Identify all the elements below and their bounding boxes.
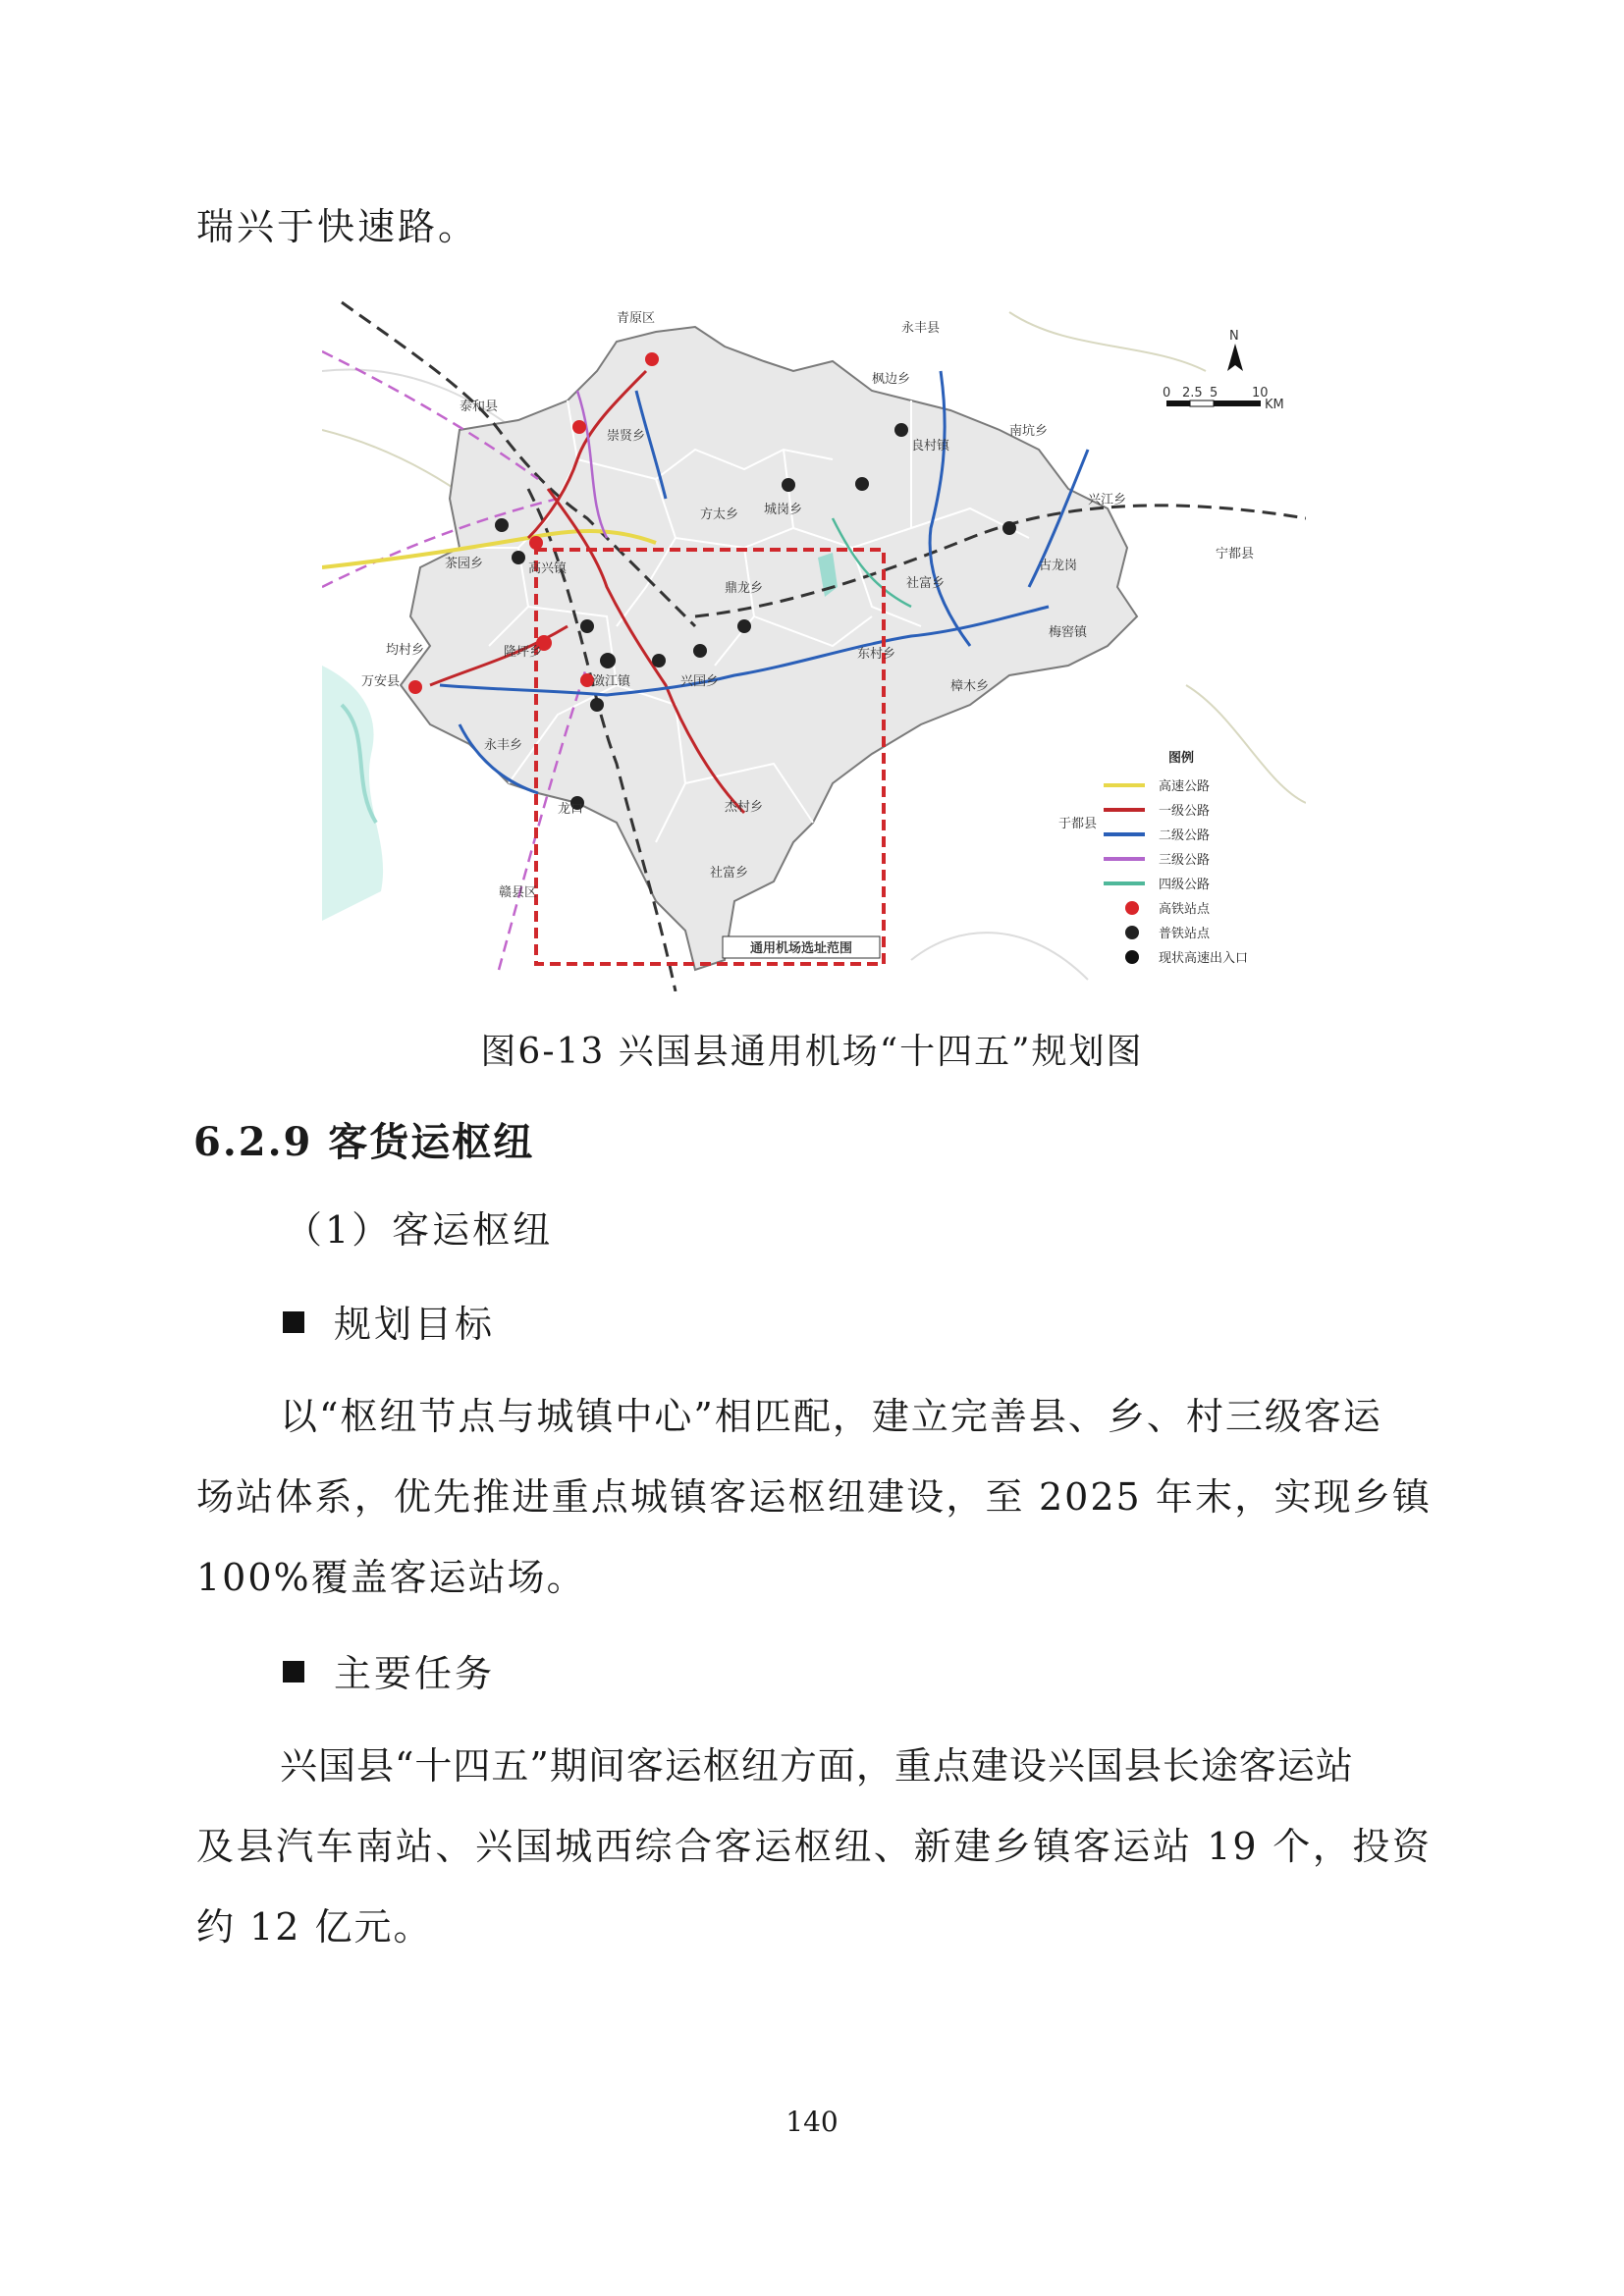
label-gulongang: 古龙岗: [1039, 559, 1078, 573]
svg-text:10: 10: [1252, 386, 1269, 400]
svg-text:图例: 图例: [1168, 751, 1195, 766]
para2-line3: 约 12 亿元。: [196, 1905, 433, 1949]
legend-hsr: 高铁站点: [1159, 902, 1211, 917]
label-chenggang: 城岗乡: [764, 503, 803, 517]
label-shefu: 社富乡: [710, 866, 749, 881]
label-ningdu: 宁都县: [1216, 547, 1255, 561]
label-xingguo: 兴国乡: [680, 674, 720, 689]
label-gaoxing: 高兴镇: [528, 561, 568, 576]
legend-expressway: 高速公路: [1159, 779, 1211, 794]
legend-class2: 二级公路: [1159, 828, 1211, 843]
label-jiecun: 杰村乡: [725, 800, 764, 815]
svg-text:N: N: [1229, 329, 1239, 344]
label-fangtai: 方太乡: [700, 507, 739, 522]
label-meijiao: 梅窖镇: [1049, 625, 1088, 640]
legend-class1: 一级公路: [1159, 804, 1211, 819]
bullet-task: 主要任务: [283, 1643, 495, 1697]
label-xingjiang: 兴江乡: [1088, 493, 1127, 507]
label-zhangmu: 樟木乡: [950, 679, 990, 694]
label-chongxian: 崇贤乡: [607, 429, 646, 444]
svg-text:2.5: 2.5: [1182, 386, 1203, 400]
label-longping: 隆坪乡: [504, 645, 543, 660]
svg-text:5: 5: [1210, 386, 1218, 400]
legend-class3: 三级公路: [1159, 853, 1211, 868]
sub-heading: （1）客运枢纽: [285, 1208, 554, 1252]
site-box-label: 通用机场选址范围: [749, 941, 853, 956]
top-line: 瑞兴于快速路。: [196, 205, 479, 248]
legend-exit: 现状高速出入口: [1159, 951, 1249, 966]
label-juncun: 均村乡: [386, 643, 425, 658]
label-yongfeng-town: 永丰乡: [484, 738, 523, 753]
label-yongfeng: 永丰县: [901, 321, 941, 336]
label-shelong: 社富乡: [906, 576, 946, 591]
legend-class4: 四级公路: [1159, 878, 1211, 892]
para1-line2: 场站体系，优先推进重点城镇客运枢纽建设，至 2025 年末，实现乡镇: [196, 1475, 1432, 1519]
label-dinglong: 鼎龙乡: [725, 581, 764, 596]
para2-line2: 及县汽车南站、兴国城西综合客运枢纽、新建乡镇客运站 19 个，投资: [196, 1825, 1432, 1868]
label-fengbian: 枫边乡: [872, 372, 911, 387]
label-ganxian: 赣县区: [499, 885, 538, 900]
label-lianjiang: 潋江镇: [592, 674, 631, 689]
label-liangcun: 良村镇: [911, 439, 950, 454]
svg-text:0: 0: [1163, 386, 1171, 400]
label-chayuan: 茶园乡: [445, 557, 484, 571]
section-heading: 6.2.9 客货运枢纽: [193, 1119, 535, 1165]
para1-line1: 以“枢纽节点与城镇中心”相匹配，建立完善县、乡、村三级客运: [280, 1395, 1382, 1438]
label-qingyuan: 青原区: [617, 311, 656, 326]
label-yudu: 于都县: [1058, 817, 1098, 831]
label-dongcun: 东村乡: [857, 647, 896, 662]
figure-caption: 图6-13 兴国县通用机场“十四五”规划图: [480, 1032, 1144, 1072]
label-wanan: 万安县: [361, 674, 401, 689]
label-nankeng: 南坑乡: [1009, 424, 1049, 439]
bullet-square-icon: [283, 1661, 304, 1682]
planning-map: [322, 293, 1306, 991]
svg-text:KM: KM: [1265, 398, 1284, 412]
legend-rail: 普铁站点: [1159, 927, 1211, 941]
bullet-square-icon: [283, 1311, 304, 1333]
bullet-goal: 规划目标: [283, 1294, 495, 1348]
para1-line3: 100%覆盖客运站场。: [196, 1556, 586, 1599]
page-number: 140: [785, 2106, 839, 2138]
label-taihe: 泰和县: [460, 400, 499, 414]
label-longkou: 龙口: [558, 802, 584, 817]
para2-line1: 兴国县“十四五”期间客运枢纽方面，重点建设兴国县长途客运站: [280, 1744, 1354, 1788]
